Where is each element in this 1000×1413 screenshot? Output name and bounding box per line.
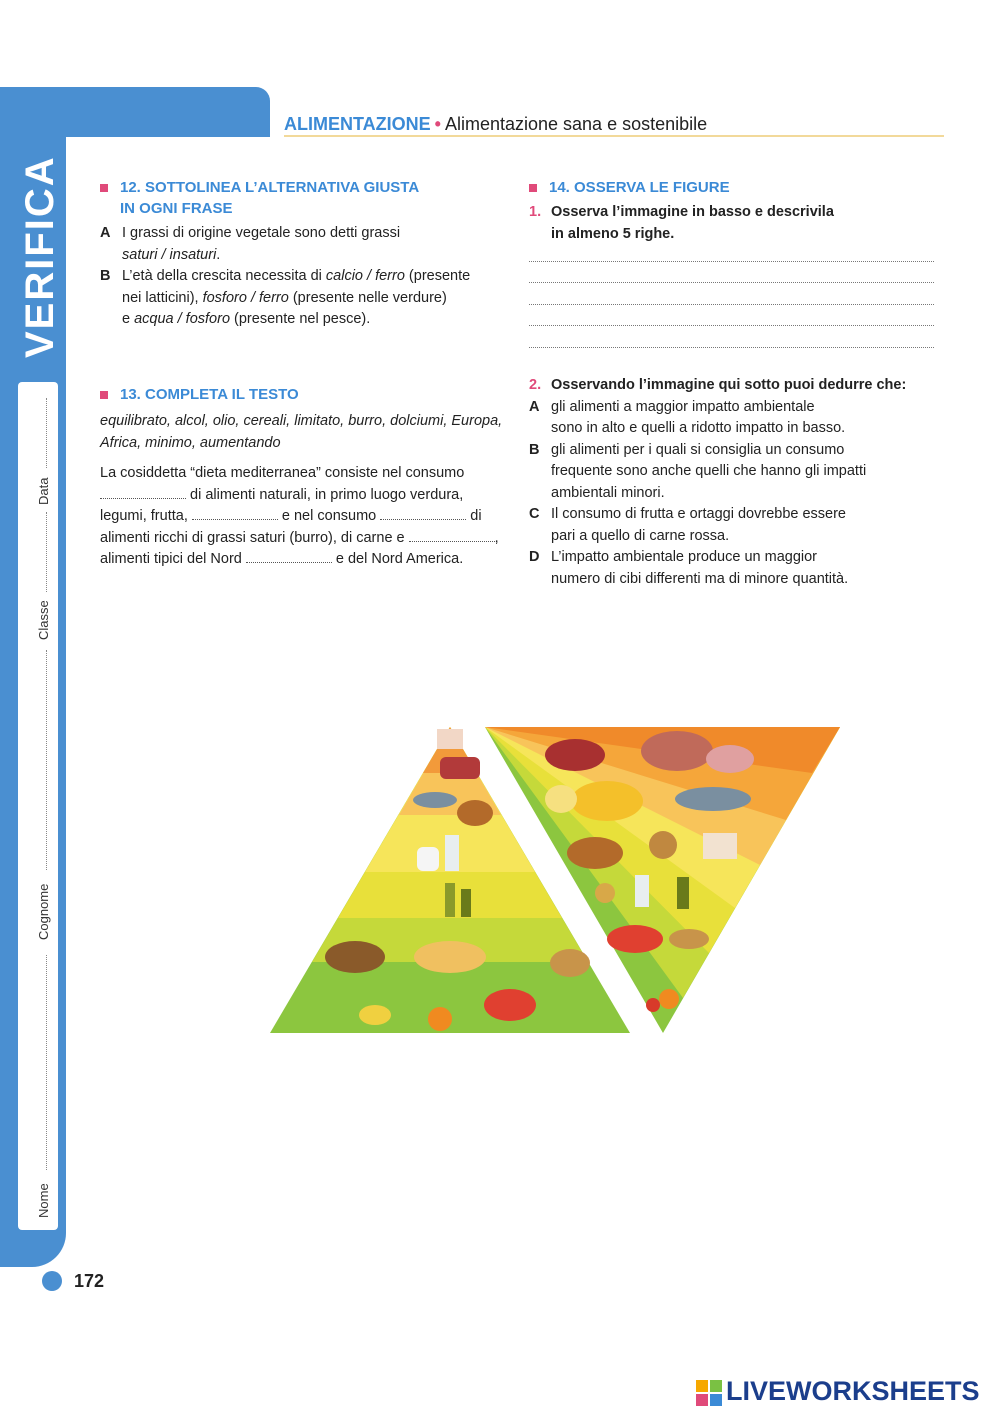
q13-title: 13. COMPLETA IL TESTO — [100, 384, 510, 405]
sidebar-title: VERIFICA — [18, 155, 62, 358]
blank-4[interactable] — [409, 529, 495, 542]
bullet-square — [100, 391, 108, 399]
option-d[interactable]: D L’impatto ambientale produce un maggior numero di cibi differenti ma di minore quantità. — [529, 549, 849, 587]
answer-line-4[interactable] — [529, 325, 934, 326]
bullet-square — [529, 184, 537, 192]
bullet-square — [100, 184, 108, 192]
answer-line-2[interactable] — [529, 282, 934, 283]
header-rule — [284, 135, 944, 137]
page-number-dot — [42, 1271, 62, 1291]
cognome-label: Cognome — [36, 883, 51, 940]
question-14 — [529, 177, 939, 245]
blank-1[interactable] — [100, 486, 186, 499]
liveworksheets-logo-icon — [696, 1380, 722, 1406]
q12-item-b[interactable]: B L’età della crescita necessita di calcio / ferro (presente nei latticini), fosforo / ferro (presente nelle verdure) e acqua / fosforo (presente nel pesce). — [100, 268, 471, 327]
nome-field[interactable] — [46, 955, 47, 1170]
q14-title: 14. OSSERVA LE FIGURE — [529, 177, 939, 198]
page-number: 172 — [74, 1271, 105, 1291]
cognome-field[interactable] — [46, 650, 47, 870]
nome-label: Nome — [36, 1183, 51, 1218]
q12-title: 12. SOTTOLINEA L’ALTERNATIVA GIUSTA — [100, 177, 500, 198]
q12-item-a[interactable]: A I grassi di origine vegetale sono detti grassi saturi / insaturi. — [100, 225, 401, 263]
q13-word-bank: equilibrato, alcol, olio, cereali, limitato, burro, dolciumi, Europa, Africa, minimo, aumentando — [100, 413, 503, 451]
student-info-panel — [18, 382, 58, 1230]
option-b[interactable]: B gli alimenti per i quali si consiglia un consumo frequente sono anche quelli che hanno gli impatti ambientali minori. — [529, 441, 867, 501]
question-12 — [100, 177, 500, 331]
answer-line-1[interactable] — [529, 261, 934, 262]
blank-3[interactable] — [380, 507, 466, 520]
header-separator: • — [434, 114, 441, 134]
option-c[interactable]: C Il consumo di frutta e ortaggi dovrebbe essere pari a quello di carne rossa. — [529, 506, 846, 544]
answer-line-3[interactable] — [529, 304, 934, 305]
blank-5[interactable] — [246, 550, 332, 563]
data-label: Data — [36, 477, 51, 505]
answer-line-5[interactable] — [529, 347, 934, 348]
q13-text: La cosiddetta “dieta mediterranea” consiste nel consumo di alimenti naturali, in primo luogo verdura, legumi, frutta, e nel consumo di alimenti ricchi di grassi saturi (burro), di carne e , alimenti tipici del Nord e del Nord America. — [100, 465, 499, 567]
q14-step2: 2. Osservando l’immagine qui sotto puoi dedurre che: A gli alimenti a maggior impatto ambientale sono in alto e quelli a ridotto impatto in basso. B gli alimenti per i quali si consiglia un consumo frequente sono anche quelli che hanno gli impatti ambientali minori. C Il consumo di frutta e ortaggi dovrebbe essere pari a quello di carne rossa. D L’impatto ambientale produce un maggior numero di cibi differenti ma di minore quantità. — [529, 375, 949, 590]
liveworksheets-brand[interactable]: LIVEWORKSHEETS — [726, 1376, 980, 1406]
blank-2[interactable] — [192, 507, 278, 520]
classe-label: Classe — [36, 600, 51, 640]
option-a[interactable]: A gli alimenti a maggior impatto ambientale sono in alto e quelli a ridotto impatto in basso. — [529, 398, 846, 436]
classe-field[interactable] — [46, 512, 47, 592]
q12-title-line2: IN OGNI FRASE — [120, 200, 233, 217]
page-header — [284, 114, 707, 135]
food-pyramids-figure — [265, 715, 855, 1040]
section-subtitle: Alimentazione sana e sostenibile — [444, 114, 708, 134]
q14-step1: 1. Osserva l’immagine in basso e descrivila in almeno 5 righe. — [529, 204, 834, 242]
question-13 — [100, 384, 510, 571]
data-field[interactable] — [46, 398, 47, 468]
section-title: ALIMENTAZIONE — [284, 114, 431, 134]
